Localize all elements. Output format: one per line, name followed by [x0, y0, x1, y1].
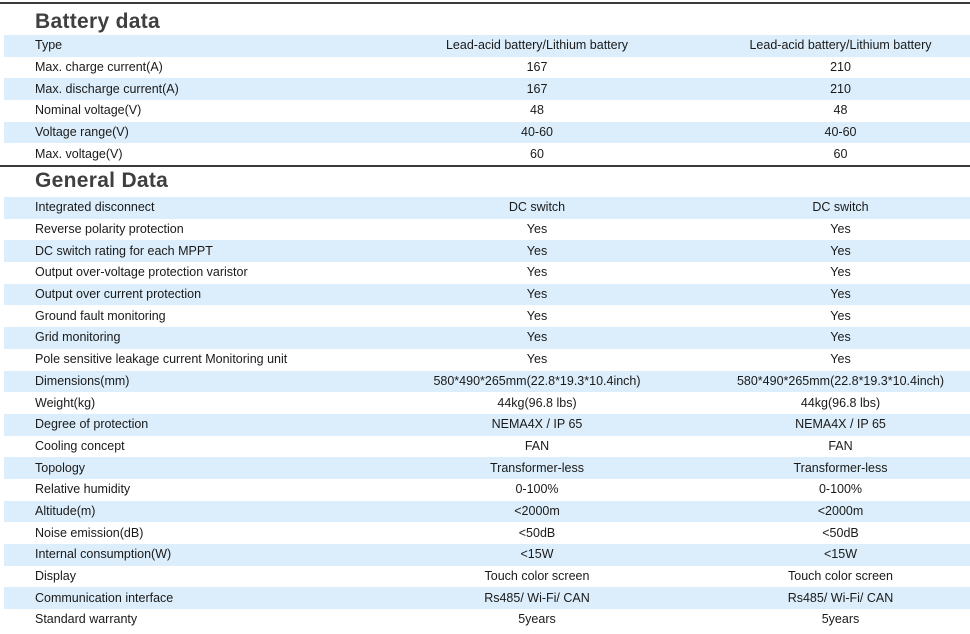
spec-value-model-1: Yes — [379, 327, 687, 349]
spec-label: Standard warranty — [35, 612, 138, 627]
spec-value-model-1: Rs485/ Wi-Fi/ CAN — [379, 587, 687, 609]
spec-value-model-2: Yes — [687, 327, 970, 349]
spec-value-model-1: Yes — [526, 308, 548, 323]
spec-value-model-2: FAN — [828, 438, 853, 453]
spec-value-model-2: 210 — [830, 60, 851, 75]
table-row — [4, 240, 970, 262]
spec-value-model-2: 5years — [821, 612, 860, 627]
table-row — [4, 436, 970, 458]
spec-value-model-2: Yes — [687, 240, 970, 262]
spec-value-model-2: 40-60 — [687, 122, 970, 144]
spec-value-model-1: Yes — [526, 352, 548, 367]
spec-value-model-1: <2000m — [379, 501, 687, 523]
spec-label: Grid monitoring — [4, 327, 379, 349]
spec-value-model-1: 60 — [530, 146, 544, 161]
table-row — [4, 284, 970, 306]
spec-value-model-1: <50dB — [518, 525, 556, 540]
top-rule — [0, 2, 970, 4]
spec-value-model-2: <15W — [687, 544, 970, 566]
spec-value-model-2: Yes — [830, 352, 851, 367]
spec-label: Type — [4, 35, 379, 57]
spec-value-model-1: Lead-acid battery/Lithium battery — [379, 35, 687, 57]
spec-label: Dimensions(mm) — [4, 371, 379, 393]
spec-label: Cooling concept — [35, 438, 125, 453]
table-row — [4, 35, 970, 57]
table-row — [4, 501, 970, 523]
spec-label: Reverse polarity protection — [35, 222, 184, 237]
spec-value-model-2: Yes — [830, 222, 851, 237]
table-row — [4, 609, 970, 631]
spec-value-model-1: DC switch — [379, 197, 687, 219]
spec-value-model-2: 44kg(96.8 lbs) — [800, 395, 881, 410]
spec-value-model-1: 167 — [379, 78, 687, 100]
spec-value-model-2: 48 — [833, 103, 848, 118]
section-divider — [0, 165, 970, 167]
spec-value-model-2: Lead-acid battery/Lithium battery — [687, 35, 970, 57]
spec-label: Display — [35, 569, 76, 584]
spec-value-model-2: Transformer-less — [687, 457, 970, 479]
table-row — [4, 305, 970, 327]
spec-label: Noise emission(dB) — [35, 525, 144, 540]
spec-value-model-2: 60 — [833, 146, 848, 161]
table-row — [4, 78, 970, 100]
spec-value-model-1: 167 — [526, 60, 548, 75]
spec-label: Integrated disconnect — [4, 197, 379, 219]
table-row — [4, 392, 970, 414]
battery-section-title: Battery data — [35, 10, 160, 33]
table-row — [4, 479, 970, 501]
spec-label: Altitude(m) — [4, 501, 379, 523]
spec-value-model-1: FAN — [524, 438, 550, 453]
table-row — [4, 197, 970, 219]
spec-value-model-1: Yes — [526, 222, 548, 237]
spec-label: Nominal voltage(V) — [35, 103, 142, 118]
table-row — [4, 414, 970, 436]
spec-value-model-1: 48 — [530, 103, 544, 118]
spec-label: Max. charge current(A) — [35, 60, 163, 75]
spec-value-model-2: NEMA4X / IP 65 — [687, 414, 970, 436]
spec-value-model-2: <50dB — [822, 525, 859, 540]
spec-value-model-2: DC switch — [687, 197, 970, 219]
spec-value-model-1: 580*490*265mm(22.8*19.3*10.4inch) — [379, 371, 687, 393]
spec-label: DC switch rating for each MPPT — [4, 240, 379, 262]
spec-value-model-2: 210 — [687, 78, 970, 100]
spec-label: Pole sensitive leakage current Monitoring unit — [35, 352, 288, 367]
spec-label: Relative humidity — [35, 482, 131, 497]
table-row — [4, 262, 970, 284]
spec-label: Max. voltage(V) — [35, 146, 123, 161]
spec-value-model-1: Yes — [379, 240, 687, 262]
table-row — [4, 544, 970, 566]
table-row — [4, 457, 970, 479]
spec-label: Ground fault monitoring — [35, 308, 166, 323]
spec-value-model-1: 5years — [518, 612, 556, 627]
spec-value-model-1: Yes — [526, 265, 548, 280]
spec-label: Internal consumption(W) — [4, 544, 379, 566]
spec-value-model-2: 580*490*265mm(22.8*19.3*10.4inch) — [687, 371, 970, 393]
spec-value-model-1: 40-60 — [379, 122, 687, 144]
spec-label: Voltage range(V) — [4, 122, 379, 144]
spec-value-model-1: Touch color screen — [484, 569, 590, 584]
general-section-title: General Data — [35, 169, 169, 192]
spec-value-model-1: Yes — [379, 284, 687, 306]
spec-value-model-2: Yes — [830, 308, 851, 323]
spec-value-model-1: 44kg(96.8 lbs) — [497, 395, 577, 410]
table-row — [4, 371, 970, 393]
spec-value-model-2: <2000m — [687, 501, 970, 523]
spec-value-model-1: NEMA4X / IP 65 — [379, 414, 687, 436]
spec-value-model-1: <15W — [379, 544, 687, 566]
table-row — [4, 57, 970, 79]
table-row — [4, 587, 970, 609]
spec-label: Output over current protection — [4, 284, 379, 306]
general-table — [4, 197, 970, 631]
table-row — [4, 100, 970, 122]
spec-value-model-2: 0-100% — [818, 482, 863, 497]
spec-value-model-2: Rs485/ Wi-Fi/ CAN — [687, 587, 970, 609]
battery-table — [4, 35, 970, 165]
spec-label: Topology — [4, 457, 379, 479]
spec-label: Max. discharge current(A) — [4, 78, 379, 100]
table-row — [4, 349, 970, 371]
table-row — [4, 327, 970, 349]
spec-value-model-2: Touch color screen — [788, 569, 893, 584]
spec-value-model-1: 0-100% — [515, 482, 559, 497]
table-row — [4, 522, 970, 544]
spec-label: Weight(kg) — [35, 395, 96, 410]
table-row — [4, 219, 970, 241]
table-row — [4, 143, 970, 165]
spec-value-model-2: Yes — [687, 284, 970, 306]
spec-label: Output over-voltage protection varistor — [35, 265, 248, 280]
spec-label: Communication interface — [4, 587, 379, 609]
spec-value-model-1: Transformer-less — [379, 457, 687, 479]
spec-label: Degree of protection — [4, 414, 379, 436]
spec-value-model-2: Yes — [830, 265, 851, 280]
table-row — [4, 122, 970, 144]
table-row — [4, 566, 970, 588]
